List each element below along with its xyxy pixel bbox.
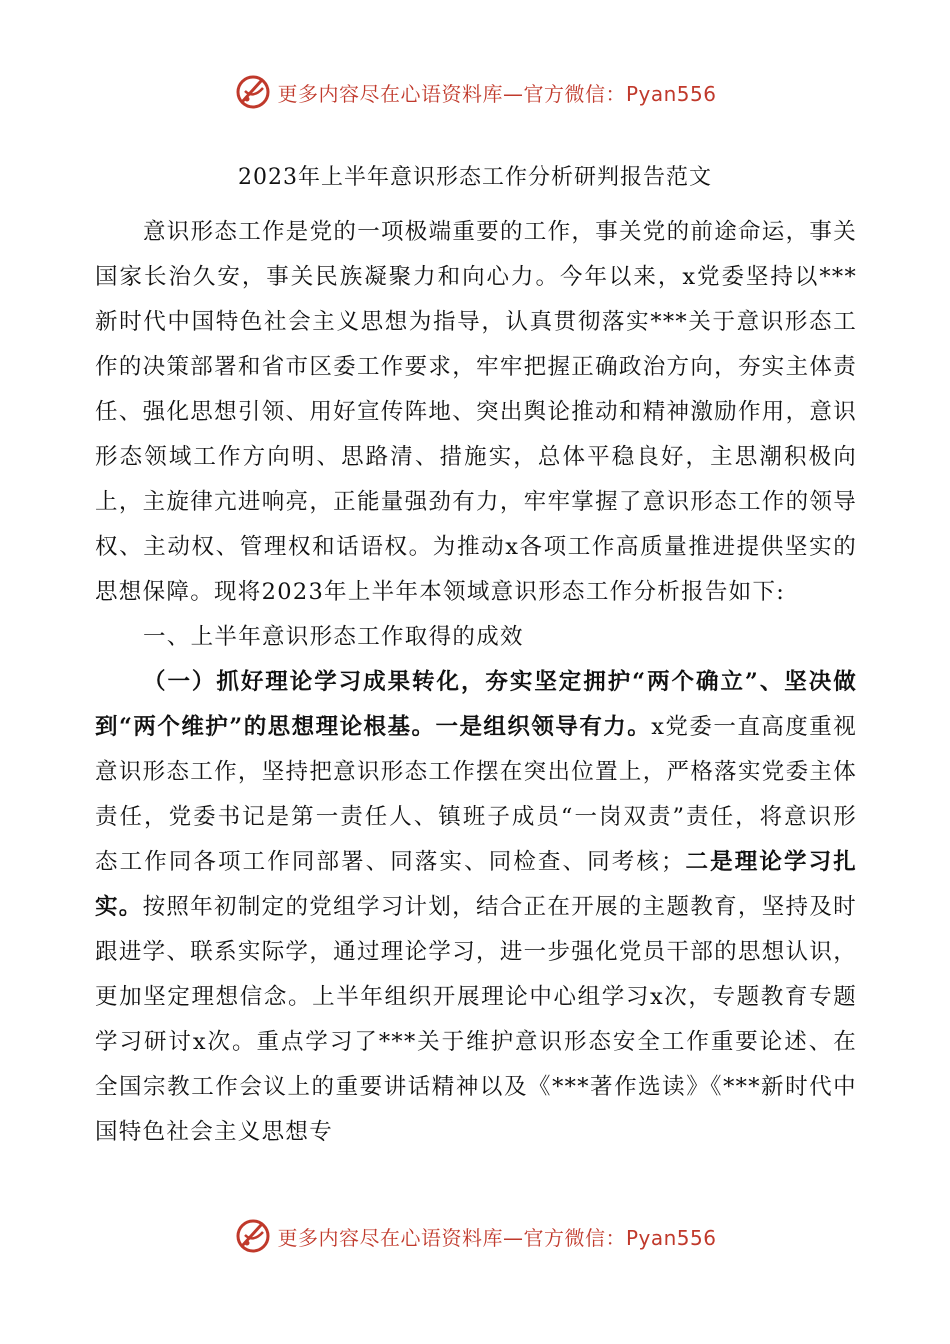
footer-banner <box>0 1216 950 1256</box>
point1-label: 一是组织领导有力。 <box>435 714 652 740</box>
brush-logo-icon <box>233 72 273 112</box>
intro-paragraph: 意识形态工作是党的一项极端重要的工作，事关党的前途命运，事关国家长治久安，事关民族凝聚力和向心力。今年以来，x党委坚持以***新时代中国特色社会主义思想为指导，认真贯彻落实***关于意识形态工作的决策部署和省市区委工作要求，牢牢把握正确政治方向，夯实主体责任、强化思想引领、用好宣传阵地、突出舆论推动和精神激励作用，意识形态领域工作方向明、思路清、措施实，总体平稳良好，主思潮积极向上，主旋律亢进响亮，正能量强劲有力，牢牢掌握了意识形态工作的领导权、主动权、管理权和话语权。为推动x各项工作高质量推进提供坚实的思想保障。现将2023年上半年本领域意识形态工作分析报告如下: <box>95 219 858 605</box>
section-heading: 一、上半年意识形态工作取得的成效 <box>143 624 524 650</box>
footer-banner-text: 更多内容尽在心语资料库—官方微信：Pyan556 <box>277 1225 717 1250</box>
header-banner <box>0 72 950 112</box>
document-body <box>95 210 857 1155</box>
header-banner-text: 更多内容尽在心语资料库—官方微信：Pyan556 <box>277 81 717 106</box>
brush-logo-icon <box>233 1216 273 1256</box>
subsection-paragraph <box>95 660 857 1155</box>
point2-text: 按照年初制定的党组学习计划，结合正在开展的主题教育，坚持及时跟进学、联系实际学，通过理论学习，进一步强化党员干部的思想认识，更加坚定理想信念。上半年组织开展理论中心组学习x次，专题教育专题学习研讨x次。重点学习了***关于维护意识形态安全工作重要论述、在全国宗教工作会议上的重要讲话精神以及《***著作选读》《***新时代中国特色社会主义思想专 <box>95 894 857 1145</box>
point1-text: x党委一直高度重视意识形态工作，坚持把意识形态工作摆在突出位置上，严格落实党委主体责任，党委书记是第一责任人、镇班子成员“一岗双责”责任，将意识形态工作同各项工作同部署、同落实、同检查、同考核； <box>95 714 858 875</box>
point2-label: 二是理论学习扎实。 <box>95 849 857 920</box>
document-title: 2023年上半年意识形态工作分析研判报告范文 <box>238 165 712 190</box>
subsection-heading: （一）抓好理论学习成果转化，夯实坚定拥护“两个确立”、坚决做到“两个维护”的思想理论根基。 <box>95 669 857 740</box>
